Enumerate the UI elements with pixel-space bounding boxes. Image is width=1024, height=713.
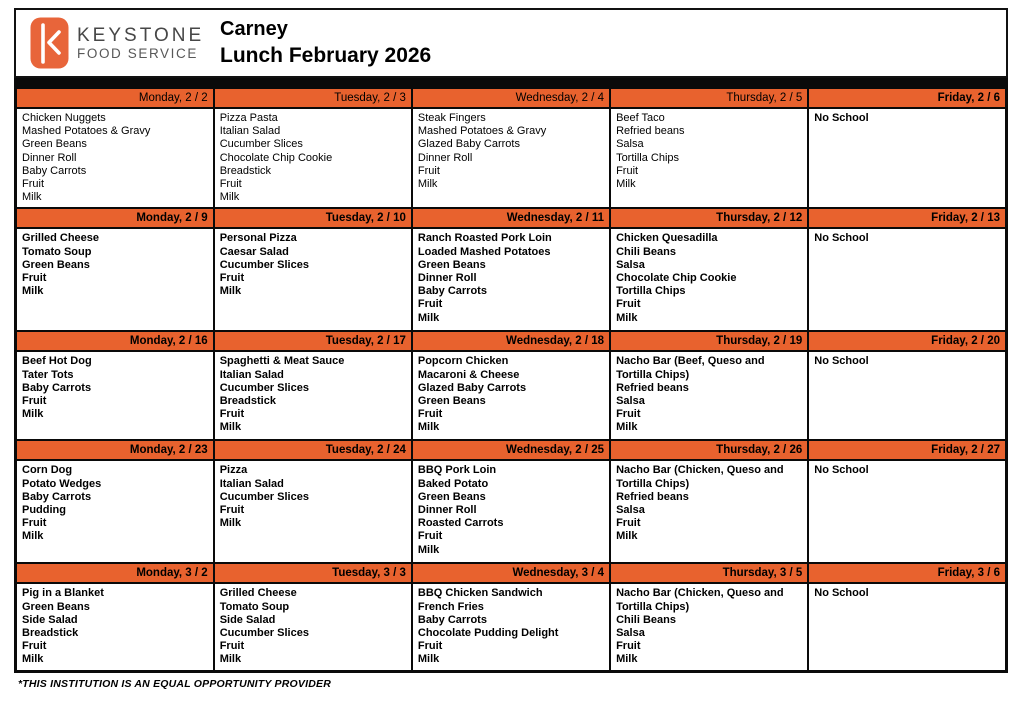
menu-item: Milk [616,530,638,543]
menu-item: Personal Pizza [219,232,297,245]
menu-item: Chocolate Pudding Delight [417,627,559,640]
menu-item: No School [814,232,869,245]
day-header-cell: Wednesday, 2 / 11 [412,208,610,228]
menu-item: Refried beans [616,490,689,503]
menu-item: Baby Carrots [22,164,87,177]
menu-cell [808,351,1006,440]
menu-item: Milk [616,421,638,434]
menu-item: Milk [616,178,636,191]
menu-item: Tomato Soup [219,600,290,613]
menu-cell [214,351,412,440]
menu-item: Salsa [616,627,645,640]
menu-cell [16,460,214,563]
menu-item: Fruit [219,408,245,421]
menu-item: Ranch Roasted Pork Loin [417,232,552,245]
keystone-brand [16,17,208,69]
menu-item: Milk [22,530,44,543]
menu-item: Popcorn Chicken [417,355,509,368]
menu-item: No School [814,355,869,368]
menu-item: Milk [22,285,44,298]
week-3-menu-row [16,351,1007,440]
menu-item: Glazed Baby Carrots [417,381,527,394]
menu-item: Cucumber Slices [219,258,309,271]
menu-item: Chicken Nuggets [22,112,106,124]
day-header-cell: Wednesday, 2 / 4 [412,88,610,109]
day-header-cell: Monday, 2 / 2 [16,88,214,109]
menu-item: Fruit [417,640,443,653]
titles [208,16,431,70]
day-header-cell: Thursday, 2 / 5 [610,88,808,109]
menu-item: Loaded Mashed Potatoes [417,245,551,258]
menu-item: BBQ Chicken Sandwich [417,587,543,600]
day-header-cell: Thursday, 2 / 12 [610,208,808,228]
menu-item: Steak Fingers [417,112,486,124]
menu-item: Breadstick [219,395,276,408]
menu-cell [214,583,412,671]
menu-item: Fruit [22,272,47,285]
menu-item: Dinner Roll [417,504,477,517]
menu-item: Fruit [219,504,245,517]
day-header-cell: Tuesday, 3 / 3 [214,563,412,583]
menu-item: No School [814,587,869,600]
week-3-header-row [16,331,1007,351]
week-5-header-row [16,563,1007,583]
menu-item: Tater Tots [22,368,74,381]
menu-item: Milk [219,517,242,530]
menu-item: BBQ Pork Loin [417,464,497,477]
day-header-cell: Tuesday, 2 / 17 [214,331,412,351]
day-header-cell: Friday, 2 / 13 [808,208,1006,228]
menu-cell [16,228,214,331]
week-4-header-row [16,440,1007,460]
menu-item: Tomato Soup [22,245,92,258]
menu-item: Tortilla Chips [616,151,680,164]
menu-item: Fruit [219,178,242,191]
menu-cell [412,108,610,208]
menu-item: Baby Carrots [417,285,487,298]
day-header-cell: Wednesday, 2 / 18 [412,331,610,351]
menu-item: No School [814,464,869,477]
menu-table-body [16,88,1007,672]
menu-item: Green Beans [417,395,486,408]
equal-opportunity-note: *THIS INSTITUTION IS AN EQUAL OPPORTUNITY PROVIDER [18,677,331,690]
menu-item: Tortilla Chips [616,285,686,298]
week-1-menu-row [16,108,1007,208]
menu-item: Fruit [616,164,639,177]
menu-item: Roasted Carrots [417,517,504,530]
day-header-cell: Friday, 2 / 27 [808,440,1006,460]
menu-item: Baked Potato [417,477,489,490]
menu-item: Fruit [616,517,641,530]
menu-item: Breadstick [22,627,79,640]
menu-item: Milk [22,408,44,421]
menu-cell [808,228,1006,331]
menu-item: No School [814,112,869,124]
menu-cell [16,583,214,671]
menu-item: Beef Taco [616,112,665,124]
page-title: Lunch February 2026 [220,44,432,67]
week-2-header-row [16,208,1007,228]
menu-item: Italian Salad [219,477,284,490]
menu-cell [412,351,610,440]
menu-cell [214,108,412,208]
day-header-cell: Wednesday, 2 / 25 [412,440,610,460]
masthead [14,8,1008,78]
menu-item: Glazed Baby Carrots [417,138,520,151]
menu-item: Milk [219,285,242,298]
keystone-logo-icon [30,17,69,69]
menu-item: Milk [616,311,638,324]
day-header-cell: Monday, 2 / 16 [16,331,214,351]
menu-item: Dinner Roll [417,151,473,164]
menu-item: Green Beans [22,600,90,613]
day-header-cell: Thursday, 2 / 26 [610,440,808,460]
menu-item: Refried beans [616,125,685,138]
menu-item: Grilled Cheese [22,232,100,245]
menu-item: Dinner Roll [22,151,77,164]
menu-item: Fruit [417,408,443,421]
brand-tagline: FOOD SERVICE [77,45,198,61]
menu-item: Cucumber Slices [219,627,309,640]
day-header-cell: Thursday, 2 / 19 [610,331,808,351]
menu-item: Corn Dog [22,464,73,477]
menu-cell [808,583,1006,671]
menu-item: Salsa [616,504,645,517]
brand-name: KEYSTONE [77,24,205,46]
menu-item: Cucumber Slices [219,138,303,151]
menu-item: Fruit [22,178,44,191]
menu-item: Fruit [219,272,245,285]
menu-item: Fruit [219,640,245,653]
day-header-cell: Tuesday, 2 / 24 [214,440,412,460]
week-1-header-row [16,88,1007,109]
menu-item: Chili Beans [616,245,676,258]
menu-item: Fruit [616,408,641,421]
menu-item: Salsa [616,395,645,408]
menu-item: Pig in a Blanket [22,587,104,600]
menu-item: Cucumber Slices [219,381,309,394]
day-header-cell: Thursday, 3 / 5 [610,563,808,583]
menu-item: Milk [219,421,242,434]
menu-cell [610,460,808,563]
menu-item: Milk [417,543,440,556]
menu-table [14,86,1008,673]
menu-item: Pizza Pasta [219,112,278,124]
menu-item: Fruit [22,640,47,653]
menu-item: Fruit [616,298,641,311]
menu-page [14,8,1008,690]
menu-cell [808,460,1006,563]
day-header-cell: Monday, 2 / 9 [16,208,214,228]
menu-cell [412,583,610,671]
menu-cell [16,351,214,440]
menu-cell [214,228,412,331]
menu-item: Fruit [417,298,443,311]
menu-item: Salsa [616,138,644,151]
menu-item: French Fries [417,600,484,613]
day-header-cell: Friday, 3 / 6 [808,563,1006,583]
menu-item: Pudding [22,504,66,517]
week-4-menu-row [16,460,1007,563]
day-header-cell: Friday, 2 / 20 [808,331,1006,351]
menu-item: Fruit [22,395,47,408]
menu-item: Milk [219,191,240,204]
menu-item: Milk [22,191,42,204]
menu-item: Italian Salad [219,125,281,138]
menu-item: Green Beans [417,258,486,271]
menu-item: Refried beans [616,381,689,394]
menu-item: Nacho Bar (Chicken, Queso and Tortilla Chips) [616,587,784,613]
menu-item: Baby Carrots [417,613,487,626]
menu-item: Green Beans [417,490,486,503]
menu-item: Fruit [417,164,440,177]
school-name: Carney [220,18,288,40]
menu-item: Nacho Bar (Beef, Queso and Tortilla Chips) [616,355,765,381]
menu-item: Breadstick [219,164,272,177]
menu-item: Spaghetti & Meat Sauce [219,355,345,368]
menu-item: Macaroni & Cheese [417,368,520,381]
menu-item: Grilled Cheese [219,587,297,600]
menu-cell [214,460,412,563]
menu-item: Milk [417,178,438,191]
menu-item: Pizza [219,464,248,477]
menu-item: Chocolate Chip Cookie [219,151,333,164]
menu-item: Side Salad [219,613,276,626]
menu-cell [412,460,610,563]
menu-item: Fruit [417,530,443,543]
menu-item: Milk [417,311,440,324]
menu-item: Nacho Bar (Chicken, Queso and Tortilla Chips) [616,464,784,490]
menu-item: Caesar Salad [219,245,289,258]
menu-item: Beef Hot Dog [22,355,92,368]
day-header-cell: Tuesday, 2 / 3 [214,88,412,109]
menu-cell [808,108,1006,208]
menu-item: Baby Carrots [22,490,92,503]
menu-cell [610,108,808,208]
menu-cell [610,228,808,331]
menu-item: Side Salad [22,613,78,626]
menu-item: Milk [219,653,242,666]
menu-item: Italian Salad [219,368,284,381]
menu-item: Mashed Potatoes & Gravy [22,125,151,138]
divider-bar [14,78,1008,86]
menu-cell [610,583,808,671]
menu-item: Chocolate Chip Cookie [616,272,737,285]
menu-item: Cucumber Slices [219,490,309,503]
day-header-cell: Wednesday, 3 / 4 [412,563,610,583]
menu-item: Dinner Roll [417,272,477,285]
week-5-menu-row [16,583,1007,671]
menu-item: Green Beans [22,258,90,271]
brand-text [77,25,204,62]
menu-cell [610,351,808,440]
day-header-cell: Tuesday, 2 / 10 [214,208,412,228]
day-header-cell: Friday, 2 / 6 [808,88,1006,109]
menu-item: Milk [22,653,44,666]
week-2-menu-row [16,228,1007,331]
menu-item: Milk [417,421,440,434]
menu-item: Chicken Quesadilla [616,232,718,245]
menu-item: Green Beans [22,138,87,151]
menu-item: Chili Beans [616,613,676,626]
menu-item: Fruit [22,517,47,530]
menu-item: Salsa [616,258,645,271]
menu-item: Milk [616,653,638,666]
menu-item: Baby Carrots [22,381,92,394]
day-header-cell: Monday, 3 / 2 [16,563,214,583]
menu-item: Potato Wedges [22,477,102,490]
menu-cell [412,228,610,331]
day-header-cell: Monday, 2 / 23 [16,440,214,460]
menu-item: Fruit [616,640,641,653]
menu-cell [16,108,214,208]
menu-item: Milk [417,653,440,666]
menu-item: Mashed Potatoes & Gravy [417,125,547,138]
